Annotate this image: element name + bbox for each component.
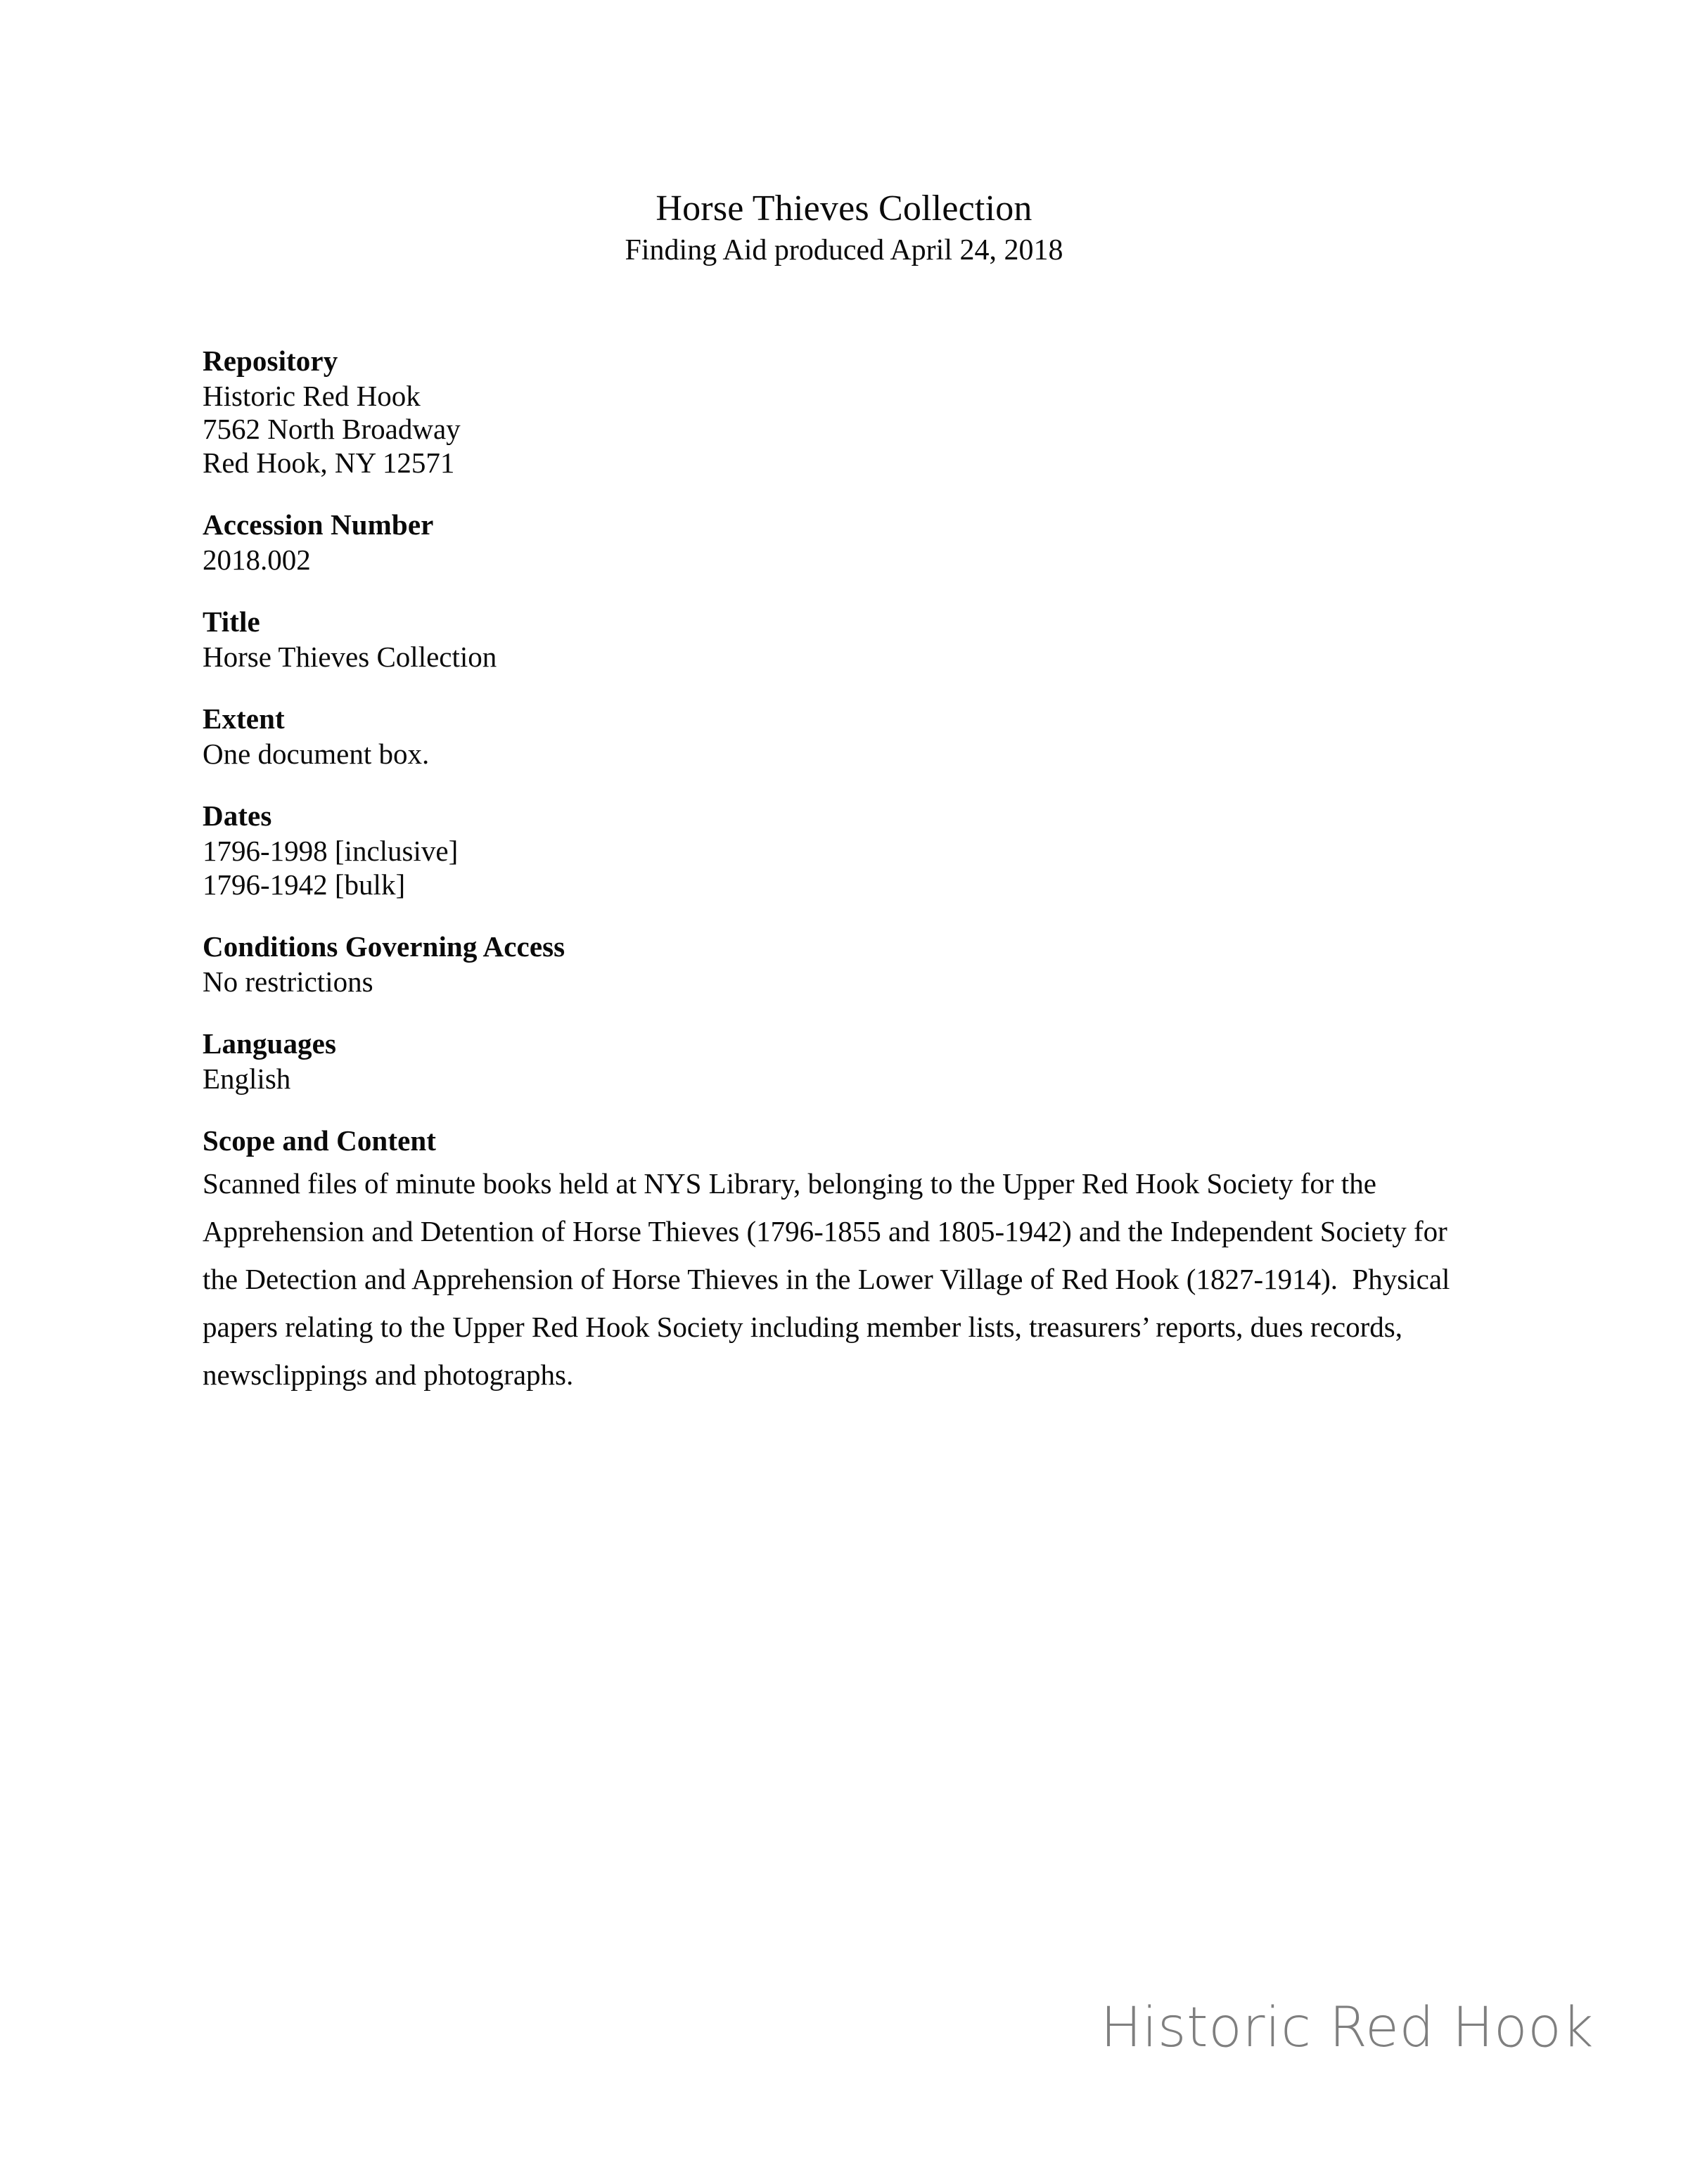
repository-street: 7562 North Broadway	[203, 413, 461, 446]
field-value-conditions-governing-access: No restrictions	[203, 965, 373, 998]
organization-wordmark: Historic Red Hook	[1100, 1996, 1594, 2060]
field-value-title: Horse Thieves Collection	[203, 640, 497, 673]
field-label-dates: Dates	[203, 799, 272, 833]
field-accession-number	[203, 508, 1490, 577]
field-value-extent: One document box.	[203, 737, 430, 770]
page-title: Horse Thieves Collection	[656, 188, 1032, 229]
field-repository	[203, 345, 1490, 480]
field-label-title: Title	[203, 605, 260, 638]
field-value-accession-number: 2018.002	[203, 543, 311, 576]
field-languages	[203, 1027, 1490, 1096]
field-value-scope-and-content: Scanned files of minute books held at NYS Library, belonging to the Upper Red Hook Society for the Apprehension and Detention of Horse Thieves (1796-1855 and 1805-1942) and the Independent Society for the Detection and Apprehension of Horse Thieves in the Lower Village of Red Hook (1827-1914). Physical papers relating to the Upper Red Hook Society including member lists, treasurers’ reports, dues records, newsclippings and photographs.	[203, 1167, 1457, 1392]
page-subtitle: Finding Aid produced April 24, 2018	[625, 234, 1063, 267]
field-value-repository	[203, 380, 1490, 480]
field-label-repository: Repository	[203, 345, 338, 377]
field-label-conditions-governing-access: Conditions Governing Access	[203, 930, 565, 963]
repository-name: Historic Red Hook	[203, 379, 421, 412]
dates-bulk: 1796-1942 [bulk]	[203, 868, 406, 901]
title-block	[0, 188, 1688, 268]
field-label-accession-number: Accession Number	[203, 508, 434, 541]
field-dates	[203, 799, 1490, 901]
field-scope-and-content	[203, 1124, 1490, 1399]
dates-inclusive: 1796-1998 [inclusive]	[203, 835, 459, 868]
field-label-scope-and-content: Scope and Content	[203, 1124, 437, 1157]
field-value-languages: English	[203, 1062, 291, 1095]
field-conditions-governing-access	[203, 930, 1490, 998]
field-value-dates	[203, 835, 1490, 901]
field-extent	[203, 702, 1490, 771]
field-label-languages: Languages	[203, 1027, 337, 1060]
field-title	[203, 605, 1490, 674]
field-label-extent: Extent	[203, 702, 285, 736]
finding-aid-fields	[203, 345, 1490, 1399]
repository-city-state-zip: Red Hook, NY 12571	[203, 446, 455, 479]
